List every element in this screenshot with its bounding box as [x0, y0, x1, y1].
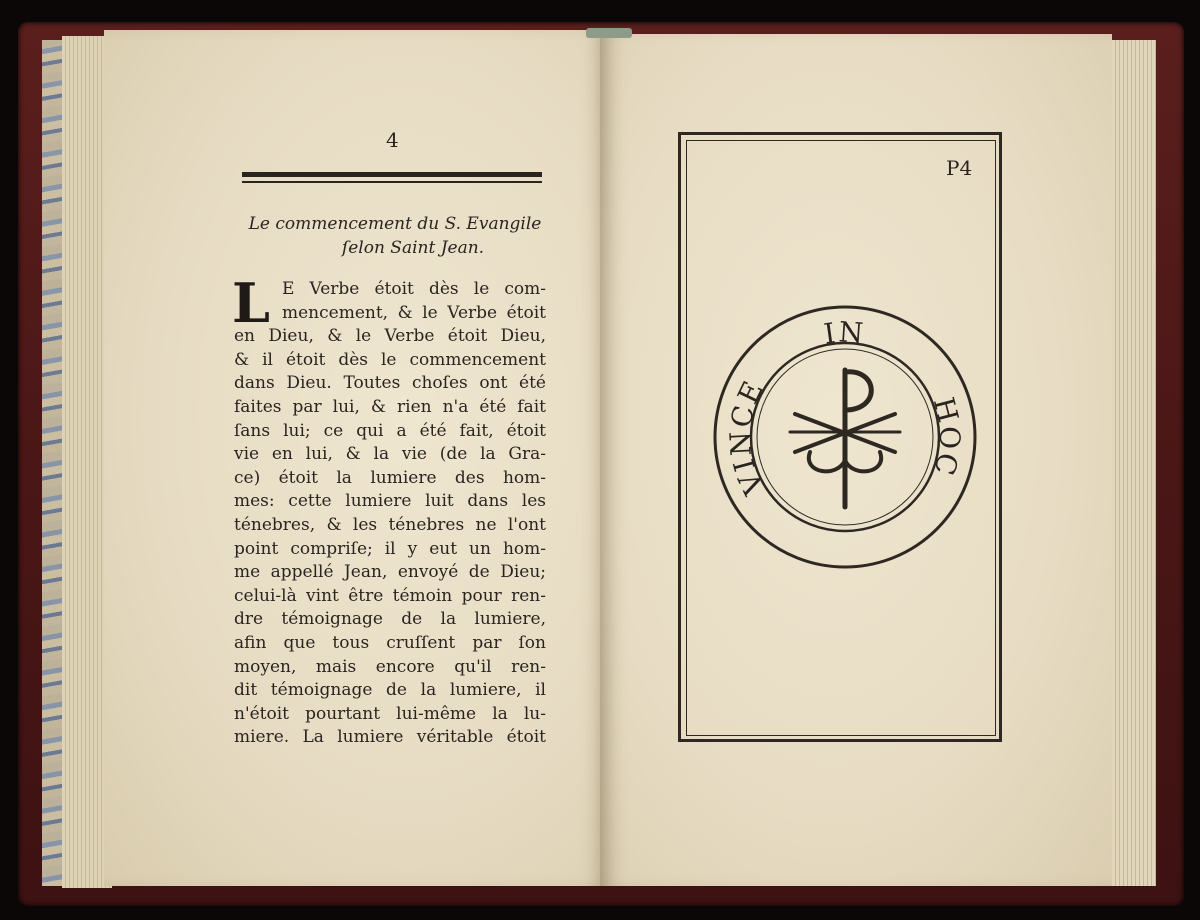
text-line: celui-là vint être témoin pour ren- — [234, 585, 546, 606]
text-line: mencement, & le Verbe étoit — [282, 302, 546, 323]
text-line: ce) étoit la lumiere des hom- — [234, 467, 546, 488]
text-line: mes: cette lumiere luit dans les — [234, 491, 546, 512]
text-line: ténebres, & les ténebres ne l'ont — [234, 514, 546, 535]
text-line: en Dieu, & le Verbe étoit Dieu, — [234, 326, 546, 347]
title-line-2: ſelon Saint Jean. — [341, 238, 485, 258]
page-number: 4 — [386, 128, 399, 152]
ribbon-bookmark — [586, 28, 632, 38]
chi-rho-icon — [790, 370, 900, 507]
seal-word-right: HOC — [926, 393, 967, 481]
text-line: dre témoignage de la lumiere, — [234, 609, 546, 630]
seal-word-left: VINCE — [723, 374, 771, 500]
text-line: dit témoignage de la lumiere, il — [234, 680, 546, 701]
text-line: afin que tous cruſſent par ſon — [234, 632, 546, 653]
text-line: me appellé Jean, envoyé de Dieu; — [234, 562, 546, 583]
text-line: faites par lui, & rien n'a été fait — [234, 396, 546, 417]
seal-word-top: IN — [821, 315, 867, 351]
emblem-seal — [710, 302, 980, 572]
header-rule-thick — [242, 172, 542, 177]
text-line: dans Dieu. Toutes choſes ont été — [234, 373, 546, 394]
body-text — [232, 271, 546, 750]
text-line: miere. La lumiere véritable étoit — [234, 727, 546, 748]
drop-cap: L — [232, 271, 270, 335]
signature-mark: P4 — [946, 156, 973, 180]
section-title — [230, 212, 560, 260]
text-line: vie en lui, & la vie (de la Gra- — [234, 444, 546, 465]
title-line-1: Le commencement du S. Evangile — [248, 214, 542, 234]
text-line: ſans lui; ce qui a été fait, étoit — [234, 420, 546, 441]
text-line: point compriſe; il y eut un hom- — [234, 538, 546, 559]
text-line: E Verbe étoit dès le com- — [282, 279, 546, 299]
text-line: n'étoit pourtant lui-même la lu- — [234, 703, 546, 724]
text-line: & il étoit dès le commencement — [234, 349, 546, 370]
header-rule-thin — [242, 181, 542, 183]
text-line: moyen, mais encore qu'il ren- — [234, 656, 546, 677]
